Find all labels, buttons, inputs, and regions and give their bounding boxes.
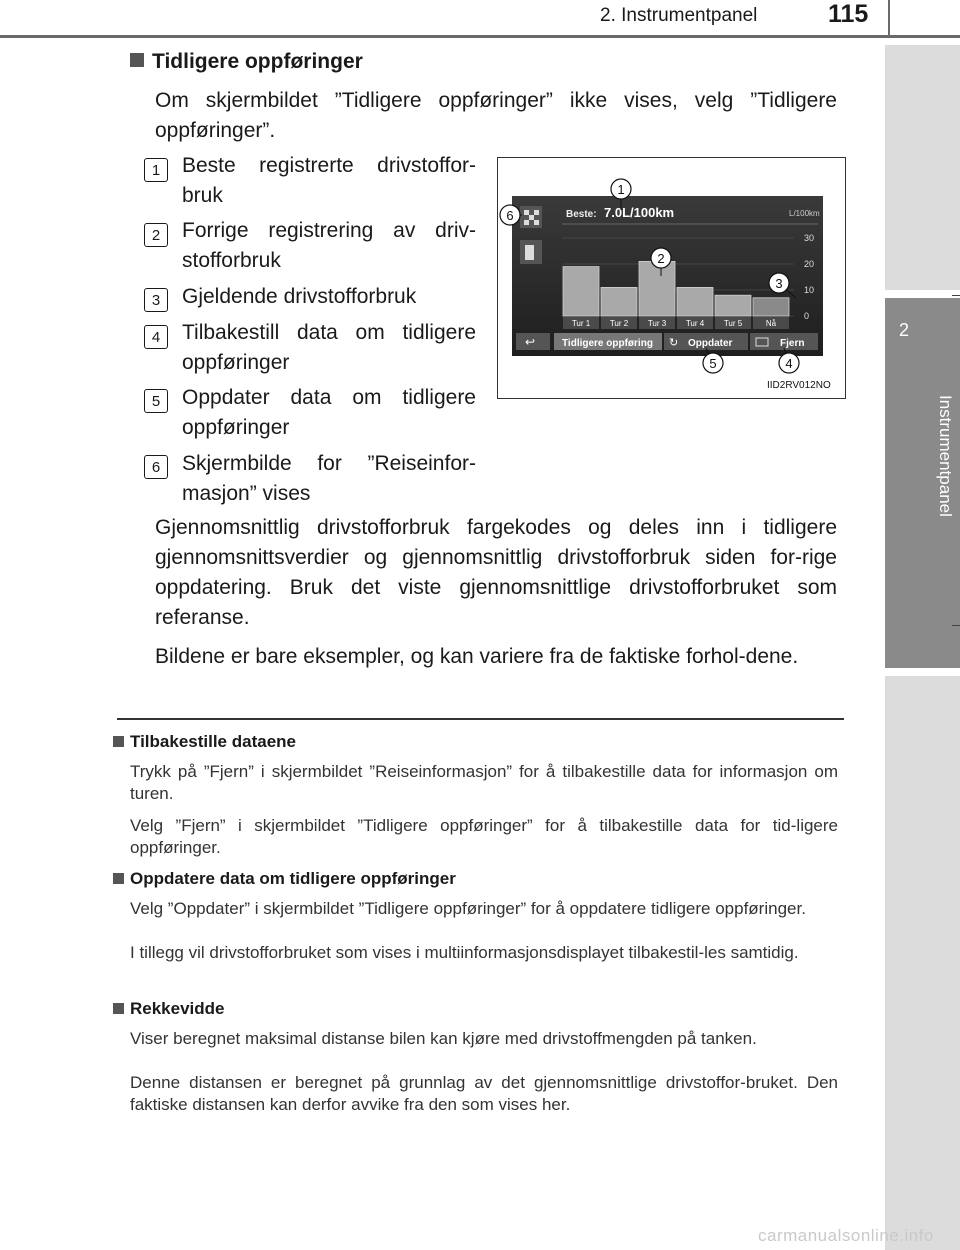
back-arrow-icon: ↩ [525,335,536,349]
x-tick-label: Tur 4 [685,319,705,328]
item-number: 6 [144,455,168,479]
x-tick-label: Nå [765,319,777,328]
chart-bar [601,287,637,316]
list-item-text: Gjeldende drivstofforbruk [182,285,417,308]
chart-bar [677,287,713,316]
list-item-text: Tilbakestill data om tidligere oppføringer [182,321,476,374]
subsection-heading: Oppdatere data om tidligere oppføringer [113,869,456,889]
subsection-heading: Tilbakestille dataene [113,732,296,752]
best-value: 7.0L/100km [604,205,675,220]
x-tick-label: Tur 5 [723,319,743,328]
bullet-square-icon [113,1003,124,1014]
callout-number: 6 [506,208,514,223]
chapter-number: 2 [898,320,909,340]
bullet-square-icon [113,873,124,884]
bullet-square-icon [113,736,124,747]
figure-code: IID2RV012NO [767,380,831,391]
callout-number: 5 [709,356,717,371]
margin-tick [952,625,960,626]
callout-number: 3 [775,276,783,291]
body-paragraph: Velg ”Oppdater” i skjermbildet ”Tidligere oppføringer” for å oppdatere tidligere oppføringer. [130,899,806,918]
header-divider [888,0,890,36]
side-margin-bottom [885,676,960,1250]
x-tick-label: Tur 2 [609,319,629,328]
callout-number: 2 [657,251,665,266]
refresh-icon: ↻ [669,336,679,349]
item-number: 5 [144,389,168,413]
section-rule [117,718,844,720]
chart-bar [639,261,675,316]
header-rule [0,35,960,38]
body-paragraph: Gjennomsnittlig drivstofforbruk fargekodes og deles inn i tidligere gjennomsnittsverdier og gjennomsnittlig drivstofforbruk siden for-rige oppdatering. Bruk det viste gjennomsnittlige drivstofforbruket som referanse. [155,516,837,629]
chart-bar [753,298,789,316]
list-item-text: Skjermbilde for ”Reiseinfor-masjon” vises [182,452,476,505]
unit-label: L/100km [789,209,820,218]
list-item-text: Beste registrerte drivstoffor-bruk [182,154,476,207]
clear-button-label: Fjern [780,338,805,349]
body-paragraph: I tillegg vil drivstofforbruket som vises i multiinformasjonsdisplayet tilbakestil-les samtidig. [130,943,799,962]
callout-number: 4 [785,356,793,371]
chapter-title: Instrumentpanel [936,395,955,517]
subsection-heading: Rekkevidde [113,999,225,1019]
x-tick-label: Tur 3 [647,319,667,328]
y-tick-label: 10 [804,285,815,295]
item-number: 3 [144,288,168,312]
page-number: 115 [828,0,869,28]
item-number: 4 [144,325,168,349]
chart-bar [563,267,599,316]
intro-paragraph: Om skjermbildet ”Tidligere oppføringer” ikke vises, velg ”Tidligere oppføringer”. [155,89,837,142]
bullet-square-icon [130,53,144,67]
x-tick-label: Tur 1 [571,319,591,328]
body-paragraph: Bildene er bare eksempler, og kan variere fra de faktiske forhol-dene. [155,645,799,668]
screen-illustration [498,158,845,398]
body-paragraph: Denne distansen er beregnet på grunnlag av det gjennomsnittlige drivstoffor-bruket. Den faktiske distansen kan derfor avvike fra den som vises her. [130,1073,838,1114]
y-tick-label: 20 [804,259,815,269]
chart-bar [715,295,751,316]
figure-frame [497,157,846,399]
y-tick-label: 30 [804,233,815,243]
update-button-label: Oppdater [688,338,733,349]
body-paragraph: Velg ”Fjern” i skjermbildet ”Tidligere oppføringer” for å tilbakestille data for tid-ligere oppføringer. [130,816,838,857]
section-heading: Tidligere oppføringer [130,50,363,74]
best-label: Beste: [566,209,597,220]
body-paragraph: Trykk på ”Fjern” i skjermbildet ”Reiseinformasjon” for å tilbakestille data for informasjon om turen. [130,762,838,803]
running-header-section: 2. Instrumentpanel [600,5,758,26]
margin-tick [952,295,960,296]
watermark: carmanualsonline.info [758,1226,934,1245]
list-item-text: Forrige registrering av driv-stofforbruk [182,219,476,272]
callout-number: 1 [617,182,625,197]
y-tick-label: 0 [804,311,810,321]
item-number: 1 [144,158,168,182]
body-paragraph: Viser beregnet maksimal distanse bilen kan kjøre med drivstoffmengden på tanken. [130,1029,757,1048]
side-margin-top [885,45,960,290]
tab-history-label: Tidligere oppføring [562,338,653,349]
list-item-text: Oppdater data om tidligere oppføringer [182,386,476,439]
item-number: 2 [144,223,168,247]
